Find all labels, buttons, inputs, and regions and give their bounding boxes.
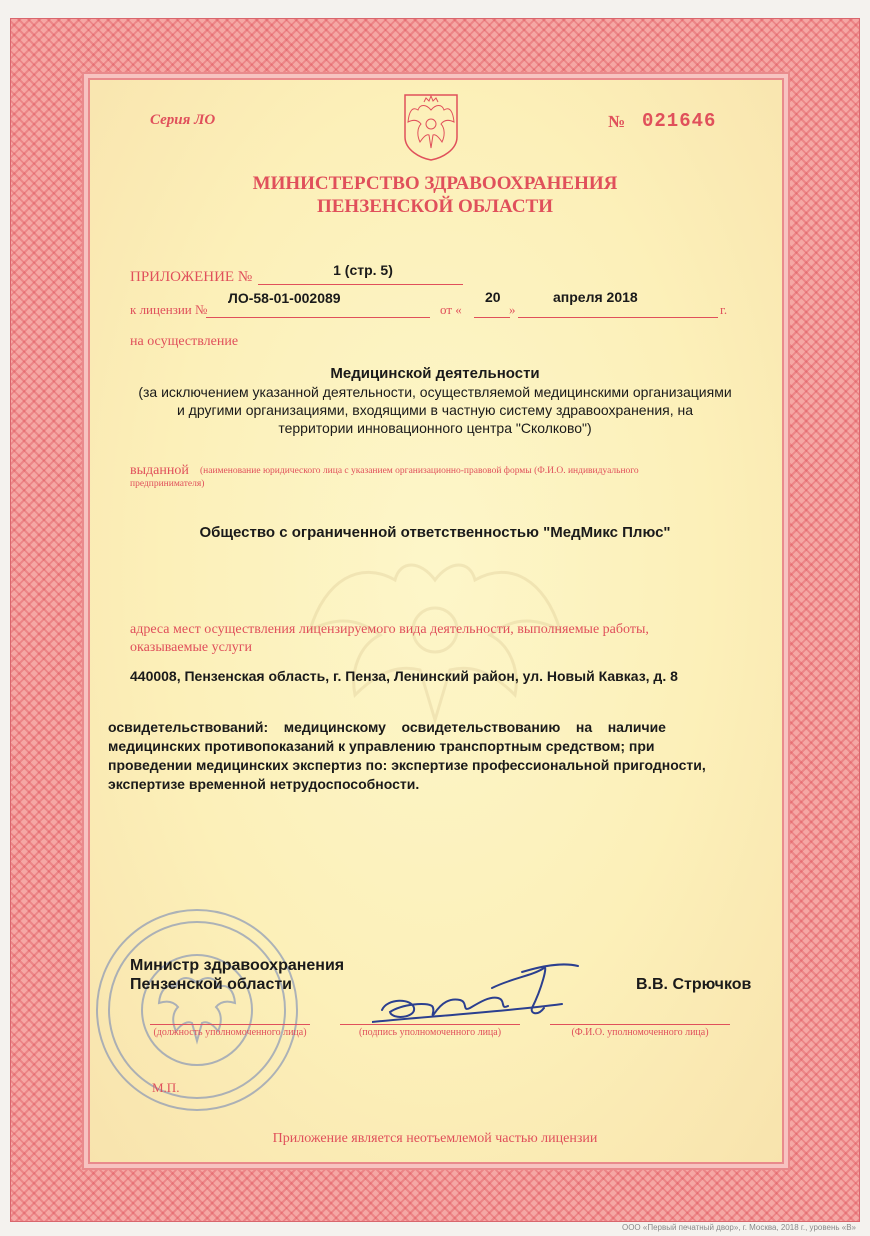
signatory-position-line1: Министр здравоохранения [130, 957, 345, 974]
services-line4: экспертизе временной нетрудоспособности. [108, 776, 420, 792]
issued-note-line1: (наименование юридического лица с указанием организационно-правовой формы (Ф.И.О. индивидуального [200, 466, 639, 476]
caption-signature: (подпись уполномоченного лица) [358, 1027, 502, 1038]
date-month-year: апреля 2018 [553, 289, 638, 305]
appendix-number: 1 (стр. 5) [333, 262, 393, 278]
stamp-place-label: М.П. [152, 1080, 180, 1095]
month-underline [518, 317, 718, 318]
date-from-label: от « [440, 302, 462, 317]
activity-title: Медицинской деятельности [330, 365, 540, 382]
issued-note-line2: предпринимателя) [130, 479, 205, 489]
services-line2: медицинских противопоказаний к управлению транспортным средством; при [108, 738, 655, 754]
year-suffix: г. [720, 302, 728, 317]
address-label-line1: адреса мест осуществления лицензируемого вида деятельности, выполняемые работы, [130, 622, 649, 637]
license-label: к лицензии № [130, 302, 208, 317]
series-label: Серия ЛО [150, 112, 216, 128]
appendix-label: ПРИЛОЖЕНИЕ № [130, 269, 253, 285]
caption-position: (должность уполномоченного лица) [153, 1027, 307, 1038]
handwritten-signature [372, 958, 592, 1030]
license-underline [206, 317, 430, 318]
date-day: 20 [485, 289, 501, 305]
position-underline [150, 1024, 310, 1025]
signatory-position-line2: Пензенской области [130, 976, 293, 993]
name-underline [550, 1024, 730, 1025]
organization-name: Общество с ограниченной ответственностью "МедМикс Плюс" [199, 524, 671, 541]
day-underline [474, 317, 510, 318]
printer-imprint: ООО «Первый печатный двор», г. Москва, 2018 г., уровень «В» [621, 1223, 856, 1232]
ministry-name-line1: МИНИСТЕРСТВО ЗДРАВООХРАНЕНИЯ [252, 173, 618, 194]
coat-of-arms-icon [402, 92, 460, 162]
address-value: 440008, Пензенская область, г. Пенза, Ленинский район, ул. Новый Кавказ, д. 8 [130, 668, 678, 684]
signatory-name: В.В. Стрючков [636, 976, 752, 993]
activity-desc-line3: территории инновационного центра "Сколково") [278, 420, 592, 436]
official-seal-stamp [92, 905, 302, 1115]
issued-label: выданной [130, 463, 189, 478]
footer-note: Приложение является неотъемлемой частью лицензии [272, 1131, 598, 1146]
address-label-line2: оказываемые услуги [130, 640, 253, 655]
license-number: 021646 [642, 110, 717, 132]
signature-underline [340, 1024, 520, 1025]
date-day-close: » [509, 302, 516, 317]
ministry-name-line2: ПЕНЗЕНСКОЙ ОБЛАСТИ [316, 196, 553, 217]
caption-name: (Ф.И.О. уполномоченного лица) [571, 1027, 709, 1038]
services-line1: освидетельствований: медицинскому освидетельствованию на наличие [108, 719, 666, 735]
license-number-value: ЛО-58-01-002089 [228, 290, 341, 306]
number-label: № [608, 112, 626, 131]
services-line3: проведении медицинских экспертиз по: экспертизе профессиональной пригодности, [108, 757, 706, 773]
appendix-underline [258, 284, 463, 285]
activity-desc-line2: и другими организациями, входящими в частную систему здравоохранения, на [176, 402, 694, 418]
activity-label: на осуществление [130, 334, 239, 349]
activity-desc-line1: (за исключением указанной деятельности, осуществляемой медицинскими организациями [138, 384, 732, 400]
